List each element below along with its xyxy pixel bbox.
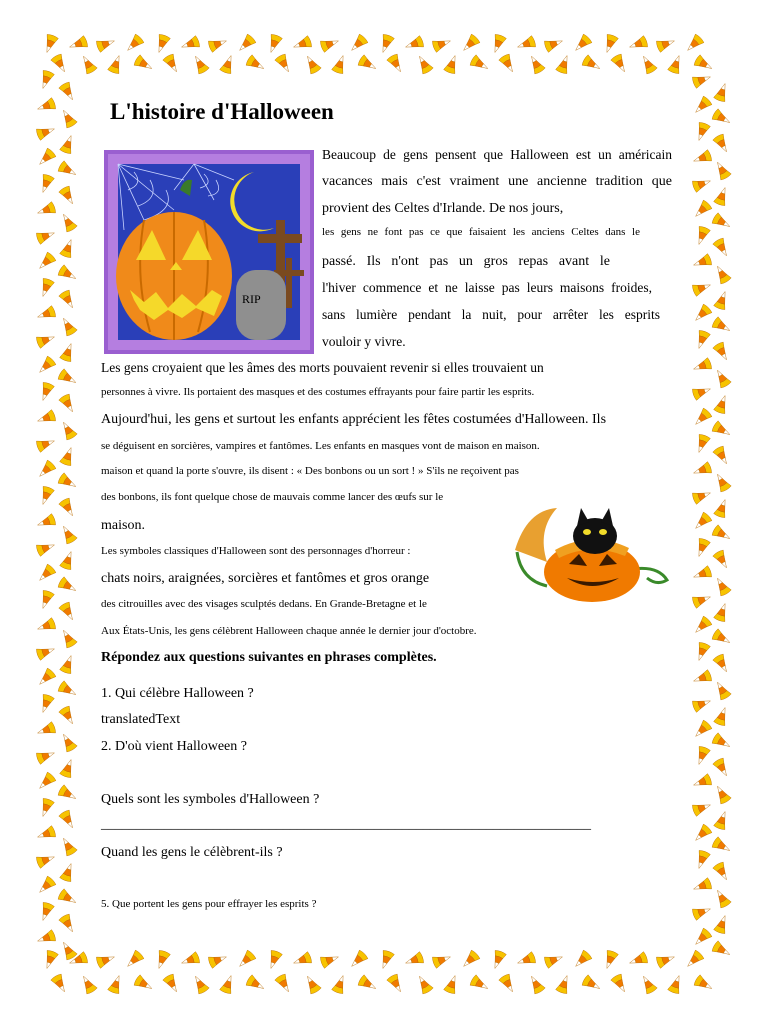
candy-corn-icon xyxy=(712,575,731,597)
candy-corn-icon xyxy=(58,211,77,233)
answer-1: translatedText xyxy=(101,712,181,727)
candy-corn-icon xyxy=(58,107,77,129)
candy-corn-icon xyxy=(712,653,731,675)
candy-corn-icon xyxy=(35,721,56,738)
candy-corn-icon xyxy=(37,173,54,194)
candy-corn-icon xyxy=(59,653,76,674)
candy-corn-icon xyxy=(107,53,124,74)
candy-corn-icon xyxy=(245,974,267,993)
candy-corn-icon xyxy=(515,35,536,52)
candy-corn-icon xyxy=(543,35,564,52)
candy-corn-icon xyxy=(712,445,731,467)
candy-corn-icon xyxy=(35,97,56,114)
candy-corn-icon xyxy=(347,949,368,970)
candy-corn-icon xyxy=(693,225,710,246)
candy-corn-icon xyxy=(35,563,56,584)
candy-corn-icon xyxy=(133,54,155,73)
candy-corn-icon xyxy=(691,407,712,428)
candy-corn-icon xyxy=(57,472,79,491)
candy-corn-icon xyxy=(693,433,710,454)
candy-corn-icon xyxy=(711,940,733,959)
candy-corn-icon xyxy=(35,331,56,348)
candy-corn-icon xyxy=(414,53,433,75)
candy-corn-icon xyxy=(627,951,648,968)
candy-corn-icon xyxy=(638,973,657,995)
candy-corn-icon xyxy=(207,951,228,968)
candy-corn-icon xyxy=(712,549,731,571)
candy-corn-icon xyxy=(357,974,379,993)
candy-corn-icon xyxy=(683,949,704,970)
candy-corn-icon xyxy=(35,201,56,218)
text-line: Aujourd'hui, les gens et surtout les enfants apprécient les fêtes costumées d'Halloween. Ils xyxy=(101,412,607,427)
candy-corn-icon xyxy=(713,601,730,622)
candy-corn-icon xyxy=(498,53,517,75)
candy-corn-icon xyxy=(711,108,733,127)
candy-corn-icon xyxy=(58,835,77,857)
page-title: L'histoire d'Halloween xyxy=(110,99,334,124)
candy-corn-icon xyxy=(414,973,433,995)
candy-corn-icon xyxy=(133,974,155,993)
candy-corn-icon xyxy=(693,641,710,662)
candy-corn-icon xyxy=(655,951,676,968)
candy-corn-icon xyxy=(610,973,629,995)
candy-corn-icon xyxy=(35,929,56,946)
candy-corn-icon xyxy=(347,33,368,54)
candy-corn-icon xyxy=(498,973,517,995)
candy-corn-icon xyxy=(712,159,731,181)
candy-corn-icon xyxy=(357,54,379,73)
candy-corn-icon xyxy=(35,851,56,868)
candy-corn-icon xyxy=(35,251,56,272)
candy-corn-icon xyxy=(302,973,321,995)
candy-corn-icon xyxy=(610,53,629,75)
text-line: Les gens croyaient que les âmes des morts pouvaient revenir si elles trouvaient un xyxy=(101,360,544,375)
candy-corn-icon xyxy=(35,747,56,764)
candy-corn-icon xyxy=(667,53,684,74)
candy-corn-icon xyxy=(691,357,712,374)
candy-corn-icon xyxy=(712,341,731,363)
candy-corn-icon xyxy=(58,601,77,623)
candy-corn-icon xyxy=(50,973,69,995)
candy-corn-icon xyxy=(526,53,545,75)
candy-corn-icon xyxy=(78,973,97,995)
candy-corn-icon xyxy=(693,54,715,73)
text-line: Les symboles classiques d'Halloween sont des personnages d'horreur : xyxy=(101,545,411,557)
candy-corn-icon xyxy=(443,973,460,994)
candy-corn-icon xyxy=(443,53,460,74)
candy-corn-icon xyxy=(58,939,77,961)
candy-corn-icon xyxy=(638,53,657,75)
tombstone-text: RIP xyxy=(242,292,261,306)
text-line: maison. xyxy=(101,518,145,533)
candy-corn-icon xyxy=(265,949,282,970)
candy-corn-icon xyxy=(691,71,712,88)
candy-corn-icon xyxy=(58,81,77,103)
candy-corn-icon xyxy=(691,253,712,270)
candy-corn-icon xyxy=(526,973,545,995)
candy-corn-icon xyxy=(711,628,733,647)
candy-corn-icon xyxy=(57,160,79,179)
candy-corn-icon xyxy=(274,973,293,995)
candy-corn-icon xyxy=(543,951,564,968)
candy-corn-icon xyxy=(37,381,54,402)
candy-corn-icon xyxy=(41,949,58,970)
candy-corn-icon xyxy=(713,705,730,726)
candy-corn-icon xyxy=(58,419,77,441)
candy-corn-icon xyxy=(58,809,77,831)
candy-corn-icon xyxy=(711,420,733,439)
candy-corn-icon xyxy=(403,951,424,968)
candy-corn-icon xyxy=(713,81,730,102)
candy-corn-icon xyxy=(711,212,733,231)
question-3: Quels sont les symboles d'Halloween ? xyxy=(101,792,320,807)
question-1: 1. Qui célèbre Halloween ? xyxy=(101,686,254,701)
answer-line: ______________________________________________________________________ xyxy=(101,817,591,832)
candy-corn-icon xyxy=(711,316,733,335)
candy-corn-icon xyxy=(67,951,88,968)
candy-corn-icon xyxy=(693,537,710,558)
candy-corn-icon xyxy=(57,680,79,699)
candy-corn-icon xyxy=(691,615,712,636)
candy-corn-icon xyxy=(57,368,79,387)
candy-corn-icon xyxy=(35,123,56,140)
candy-corn-icon xyxy=(431,951,452,968)
candy-corn-icon xyxy=(712,887,731,909)
candy-corn-icon xyxy=(712,757,731,779)
candy-corn-icon xyxy=(691,149,712,166)
candy-corn-icon xyxy=(691,927,712,948)
candy-corn-icon xyxy=(57,888,79,907)
candy-corn-icon xyxy=(555,53,572,74)
text-line: des bonbons, ils font quelque chose de mauvais comme lancer des œufs sur le xyxy=(101,491,444,503)
candy-corn-icon xyxy=(691,823,712,844)
candy-corn-icon xyxy=(713,185,730,206)
candy-corn-icon xyxy=(37,485,54,506)
candy-corn-icon xyxy=(179,951,200,968)
candy-corn-icon xyxy=(153,33,170,54)
candy-corn-icon xyxy=(274,53,293,75)
candy-corn-icon xyxy=(67,35,88,52)
candy-corn-icon xyxy=(711,732,733,751)
candy-corn-icon xyxy=(691,903,712,920)
candy-corn-icon xyxy=(712,263,731,285)
candy-corn-icon xyxy=(35,513,56,530)
candy-corn-icon xyxy=(627,35,648,52)
candy-corn-icon xyxy=(693,329,710,350)
candy-corn-icon xyxy=(601,33,618,54)
candy-corn-icon xyxy=(693,974,715,993)
candy-corn-icon xyxy=(58,393,77,415)
candy-corn-icon xyxy=(123,949,144,970)
candy-corn-icon xyxy=(179,35,200,52)
candy-corn-icon xyxy=(265,33,282,54)
candy-corn-icon xyxy=(59,237,76,258)
candy-corn-icon xyxy=(712,367,731,389)
candy-corn-icon xyxy=(331,53,348,74)
candy-corn-icon xyxy=(78,53,97,75)
candy-corn-icon xyxy=(713,913,730,934)
candy-corn-icon xyxy=(691,669,712,686)
candy-corn-icon xyxy=(35,771,56,792)
text-line: maison et quand la porte s'ouvre, ils disent : « Des bonbons ou un sort ! » S'ils ne reçoivent pas xyxy=(101,465,519,477)
candy-corn-icon xyxy=(35,643,56,660)
candy-corn-icon xyxy=(691,719,712,740)
candy-corn-icon xyxy=(58,913,77,935)
candy-corn-icon xyxy=(581,974,603,993)
candy-corn-icon xyxy=(693,121,710,142)
candy-corn-icon xyxy=(712,471,731,493)
candy-corn-icon xyxy=(35,875,56,896)
candy-corn-icon xyxy=(469,974,491,993)
candy-corn-icon xyxy=(691,773,712,790)
candy-corn-icon xyxy=(35,617,56,634)
candy-corn-icon xyxy=(58,315,77,337)
candy-corn-icon xyxy=(35,227,56,244)
candy-corn-icon xyxy=(207,35,228,52)
candy-corn-icon xyxy=(35,409,56,426)
text-line: Aux États-Unis, les gens célèbrent Halloween chaque année le dernier jour d'octobre. xyxy=(101,625,477,637)
question-4: Quand les gens le célèbrent-ils ? xyxy=(101,845,283,860)
candy-corn-icon xyxy=(377,949,394,970)
candy-corn-icon xyxy=(35,147,56,168)
candy-corn-icon xyxy=(153,949,170,970)
black-cat-icon xyxy=(573,508,617,554)
text-line: se déguisent en sorcières, vampires et fantômes. Les enfants en masques vont de maison en maison. xyxy=(101,440,540,452)
candy-corn-icon xyxy=(57,264,79,283)
candy-corn-icon xyxy=(711,524,733,543)
candy-corn-icon xyxy=(377,33,394,54)
candy-corn-icon xyxy=(386,973,405,995)
candy-corn-icon xyxy=(58,289,77,311)
halloween-pumpkin-illustration xyxy=(104,150,314,354)
candy-corn-icon xyxy=(57,576,79,595)
question-2: 2. D'où vient Halloween ? xyxy=(101,739,247,754)
cat-in-pumpkin-illustration xyxy=(507,490,677,605)
candy-corn-icon xyxy=(35,825,56,842)
candy-corn-icon xyxy=(37,69,54,90)
candy-corn-icon xyxy=(581,54,603,73)
candy-corn-icon xyxy=(319,951,340,968)
candy-corn-icon xyxy=(489,949,506,970)
candy-corn-icon xyxy=(35,667,56,688)
candy-corn-icon xyxy=(489,33,506,54)
candy-corn-icon xyxy=(691,877,712,894)
candy-corn-icon xyxy=(713,497,730,518)
candy-corn-icon xyxy=(58,523,77,545)
candy-corn-icon xyxy=(691,303,712,324)
candy-corn-icon xyxy=(691,565,712,582)
candy-corn-icon xyxy=(691,279,712,296)
candy-corn-icon xyxy=(683,33,704,54)
candy-corn-icon xyxy=(35,305,56,322)
candy-corn-icon xyxy=(162,53,181,75)
candy-corn-icon xyxy=(190,53,209,75)
text-line: chats noirs, araignées, sorcières et fantômes et gros orange xyxy=(101,571,430,586)
candy-corn-icon xyxy=(555,973,572,994)
text-line: l'hiver commence et ne laisse pas leurs maisons froides, xyxy=(322,280,652,295)
candy-corn-icon xyxy=(35,355,56,376)
candy-corn-icon xyxy=(691,383,712,400)
candy-corn-icon xyxy=(235,33,256,54)
candy-corn-icon xyxy=(691,695,712,712)
candy-corn-icon xyxy=(59,757,76,778)
candy-corn-icon xyxy=(712,861,731,883)
candy-corn-icon xyxy=(713,393,730,414)
candy-corn-icon xyxy=(58,497,77,519)
candy-corn-icon xyxy=(95,951,116,968)
text-line: sans lumière pendant la nuit, pour arrêter les esprits xyxy=(322,307,660,322)
text-line: Beaucoup de gens pensent que Halloween est un américain xyxy=(322,147,672,162)
candy-corn-icon xyxy=(58,731,77,753)
candy-corn-icon xyxy=(469,54,491,73)
candy-corn-icon xyxy=(95,35,116,52)
candy-corn-icon xyxy=(712,133,731,155)
candy-corn-icon xyxy=(571,949,592,970)
candy-corn-icon xyxy=(691,461,712,478)
candy-corn-icon xyxy=(162,973,181,995)
candy-corn-icon xyxy=(35,539,56,556)
candy-corn-icon xyxy=(37,693,54,714)
candy-corn-icon xyxy=(691,199,712,220)
candy-corn-icon xyxy=(331,973,348,994)
candy-corn-icon xyxy=(59,133,76,154)
text-line: les gens ne font pas ce que faisaient les anciens Celtes dans le xyxy=(322,226,640,238)
candy-corn-icon xyxy=(459,33,480,54)
candy-corn-icon xyxy=(712,237,731,259)
candy-corn-icon xyxy=(431,35,452,52)
candy-corn-icon xyxy=(712,783,731,805)
candy-corn-icon xyxy=(190,973,209,995)
candy-corn-icon xyxy=(291,951,312,968)
candy-corn-icon xyxy=(691,487,712,504)
candy-corn-icon xyxy=(601,949,618,970)
candy-corn-icon xyxy=(235,949,256,970)
question-5: 5. Que portent les gens pour effrayer les esprits ? xyxy=(101,898,317,910)
candy-corn-icon xyxy=(403,35,424,52)
candy-corn-icon xyxy=(655,35,676,52)
candy-corn-icon xyxy=(291,35,312,52)
candy-corn-icon xyxy=(37,901,54,922)
candy-corn-icon xyxy=(712,679,731,701)
candy-corn-icon xyxy=(59,341,76,362)
candy-corn-icon xyxy=(37,797,54,818)
candy-corn-icon xyxy=(667,973,684,994)
candy-corn-icon xyxy=(691,511,712,532)
candy-corn-icon xyxy=(58,705,77,727)
candy-corn-icon xyxy=(107,973,124,994)
text-line: provient des Celtes d'Irlande. De nos jours, xyxy=(322,201,564,216)
text-line: vacances mais c'est vraiment une ancienne tradition que xyxy=(322,174,672,189)
candy-corn-icon xyxy=(319,35,340,52)
candy-corn-icon xyxy=(302,53,321,75)
candy-corn-icon xyxy=(50,53,69,75)
candy-corn-icon xyxy=(459,949,480,970)
candy-corn-icon xyxy=(41,33,58,54)
candy-corn-icon xyxy=(691,591,712,608)
candy-corn-icon xyxy=(713,809,730,830)
instruction: Répondez aux questions suivantes en phrases complètes. xyxy=(101,650,437,665)
candy-corn-icon xyxy=(693,849,710,870)
candy-corn-icon xyxy=(58,185,77,207)
candy-corn-icon xyxy=(35,435,56,452)
text-line: personnes à vivre. Ils portaient des masques et des costumes effrayants pour faire partir les esprits. xyxy=(101,386,535,398)
text-line: passé. Ils n'ont pas un gros repas avant le xyxy=(322,254,610,269)
candy-corn-icon xyxy=(219,53,236,74)
candy-corn-icon xyxy=(123,33,144,54)
text-line: vouloir y vivre. xyxy=(322,334,406,349)
candy-corn-icon xyxy=(691,175,712,192)
candy-corn-icon xyxy=(693,745,710,766)
candy-corn-icon xyxy=(571,33,592,54)
candy-corn-icon xyxy=(59,861,76,882)
candy-corn-icon xyxy=(711,836,733,855)
text-line: des citrouilles avec des visages sculptés dedans. En Grande-Bretagne et le xyxy=(101,598,427,610)
candy-corn-icon xyxy=(35,459,56,480)
candy-corn-icon xyxy=(515,951,536,968)
candy-corn-icon xyxy=(386,53,405,75)
candy-corn-icon xyxy=(37,589,54,610)
candy-corn-icon xyxy=(58,627,77,649)
candy-corn-icon xyxy=(713,289,730,310)
candy-corn-icon xyxy=(37,277,54,298)
candy-corn-icon xyxy=(691,95,712,116)
candy-corn-icon xyxy=(219,973,236,994)
candy-corn-icon xyxy=(691,799,712,816)
candy-corn-icon xyxy=(59,445,76,466)
candy-corn-icon xyxy=(59,549,76,570)
candy-corn-icon xyxy=(57,784,79,803)
candy-corn-icon xyxy=(245,54,267,73)
